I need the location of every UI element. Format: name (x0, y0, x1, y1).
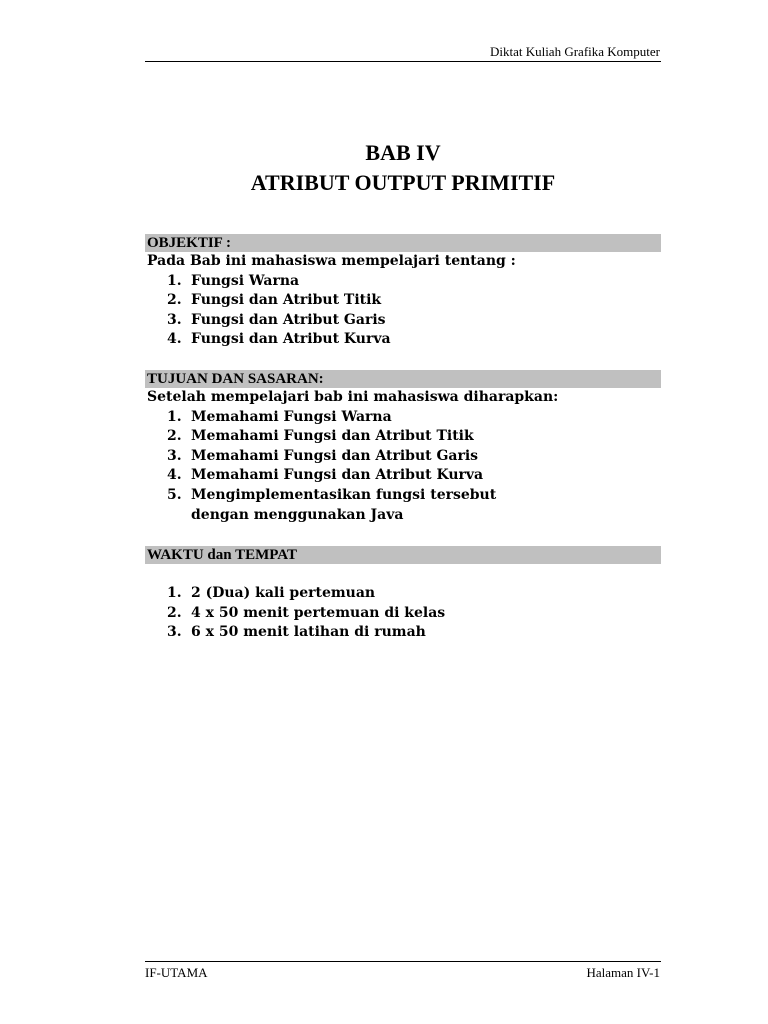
section-heading: WAKTU dan TEMPAT (145, 546, 661, 564)
tujuan-list (145, 408, 661, 526)
list-item: 2. Fungsi dan Atribut Titik (167, 292, 382, 309)
section-objektif (145, 234, 661, 350)
section-waktu (145, 546, 661, 643)
chapter-title: ATRIBUT OUTPUT PRIMITIF (250, 170, 556, 195)
list-item: 4. Memahami Fungsi dan Atribut Kurva (167, 467, 484, 484)
list-item: 5. Mengimplementasikan fungsi tersebut dengan menggunakan Java (167, 486, 497, 523)
list-item: 2. Memahami Fungsi dan Atribut Titik (167, 428, 474, 445)
list-item: 4. Fungsi dan Atribut Kurva (167, 331, 391, 348)
list-item: 3. Memahami Fungsi dan Atribut Garis (167, 447, 479, 464)
list-item: 1. Memahami Fungsi Warna (167, 408, 392, 425)
waktu-list (145, 584, 661, 643)
footer-rule (145, 961, 661, 962)
section-tujuan (145, 370, 661, 525)
section-heading: TUJUAN DAN SASARAN: (145, 370, 661, 388)
chapter-number: BAB IV (365, 140, 441, 165)
list-item: 3. Fungsi dan Atribut Garis (167, 311, 386, 328)
section-intro: Setelah mempelajari bab ini mahasiswa diharapkan: (147, 389, 559, 405)
list-item: 3. 6 x 50 menit latihan di rumah (167, 624, 426, 641)
page-number: Halaman IV-1 (586, 965, 660, 980)
objektif-list (145, 272, 661, 350)
footer-left: IF-UTAMA (145, 965, 208, 980)
list-item: 1. 2 (Dua) kali pertemuan (167, 585, 376, 601)
section-intro: Pada Bab ini mahasiswa mempelajari tentang : (147, 253, 516, 269)
section-heading: OBJEKTIF : (145, 234, 661, 252)
header-rule (145, 61, 661, 62)
list-item: 1. Fungsi Warna (167, 272, 300, 289)
list-item: 2. 4 x 50 menit pertemuan di kelas (167, 604, 446, 621)
running-header: Diktat Kuliah Grafika Komputer (489, 44, 660, 59)
